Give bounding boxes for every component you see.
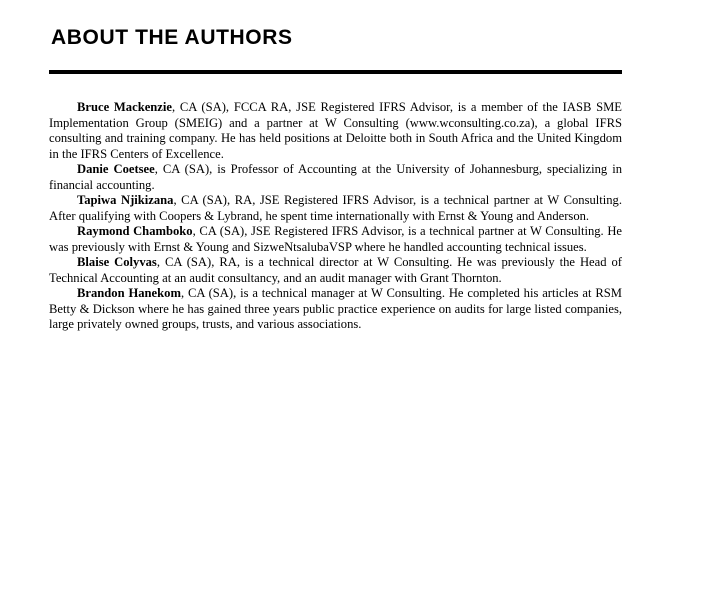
author-bio-hanekom (49, 286, 622, 333)
author-description: , CA (SA), RA, JSE Registered IFRS Advisor, is a technical partner at W Consulting. After qualifying with Coopers & Lybrand, he spent time internationally with Ernst & Young and Anderson. (49, 193, 623, 223)
author-name: Danie Coetsee (77, 162, 155, 176)
author-name: Raymond Chamboko (77, 224, 193, 238)
author-bio-colyvas (49, 255, 622, 286)
page-title: ABOUT THE AUTHORS (51, 26, 293, 49)
author-name: Blaise Colyvas (77, 255, 157, 269)
heading-rule (49, 70, 622, 74)
author-bio-mackenzie (49, 100, 622, 162)
author-description: , CA (SA), FCCA RA, JSE Registered IFRS Advisor, is a member of the IASB SME Implementation Group (SMEIG) and a partner at W Consulting (www.wconsulting.co.za), a global IFRS consulting and training company. He has held positions at Deloitte both in South Africa and the United Kingdom in the IFRS Centers of Excellence. (49, 100, 622, 161)
author-name: Bruce Mackenzie (77, 100, 172, 114)
author-description: , CA (SA), JSE Registered IFRS Advisor, is a technical partner at W Consulting. He was previously with Ernst & Young and SizweNtsalubaVSP where he handled accounting technical issues. (49, 224, 623, 254)
author-name: Tapiwa Njikizana (77, 193, 174, 207)
author-bios (49, 100, 622, 333)
author-name: Brandon Hanekom (77, 286, 181, 300)
author-bio-chamboko (49, 224, 622, 255)
author-description: , CA (SA), is a technical manager at W Consulting. He completed his articles at RSM Betty & Dickson where he has gained three years public practice experience on audits for large listed companies, large privately owned groups, trusts, and various associations. (49, 286, 622, 331)
author-bio-coetsee (49, 162, 622, 193)
author-bio-njikizana (49, 193, 622, 224)
author-description: , CA (SA), is Professor of Accounting at the University of Johannesburg, specializing in financial accounting. (49, 162, 622, 192)
author-description: , CA (SA), RA, is a technical director at W Consulting. He was previously the Head of Technical Accounting at an audit consultancy, and an audit manager with Grant Thornton. (49, 255, 622, 285)
